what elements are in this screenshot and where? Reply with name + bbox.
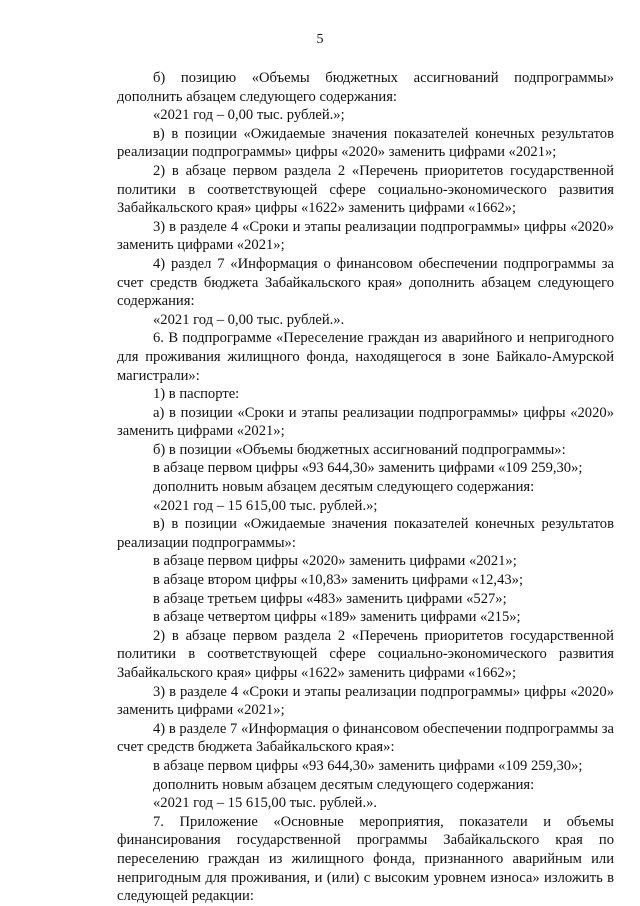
paragraph: б) позицию «Объемы бюджетных ассигнований подпрограммы» дополнить абзацем следующего содержания: [117, 70, 614, 105]
page-number: 5 [316, 32, 324, 47]
paragraph: 6. В подпрограмме «Переселение граждан из аварийного и непригодного для проживания жилищного фонда, находящегося в зоне Байкало-Амурской магистрали»: [117, 330, 614, 384]
paragraph: в абзаце первом цифры «2020» заменить цифрами «2021»; [153, 553, 517, 570]
paragraph: «2021 год – 0,00 тыс. рублей.»; [153, 107, 345, 124]
paragraph: а) в позиции «Сроки и этапы реализации подпрограммы» цифры «2020» заменить цифрами «2021»; [117, 404, 614, 440]
paragraph: в абзаце третьем цифры «483» заменить цифрами «527»; [153, 590, 507, 607]
paragraph: дополнить новым абзацем десятым следующего содержания: [153, 776, 535, 793]
paragraph: 3) в разделе 4 «Сроки и этапы реализации подпрограммы» цифры «2020» заменить цифрами «2021»; [117, 218, 614, 254]
paragraph: 4) в разделе 7 «Информация о финансовом обеспечении подпрограммы за счет средств бюджета Забайкальского края»: [117, 720, 614, 756]
paragraph: б) в позиции «Объемы бюджетных ассигнований подпрограммы»: [153, 441, 566, 458]
paragraph: «2021 год – 15 615,00 тыс. рублей.». [153, 795, 378, 812]
paragraph: дополнить новым абзацем десятым следующего содержания: [153, 479, 535, 496]
paragraph: 4) раздел 7 «Информация о финансовом обеспечении подпрограммы за счет средств бюджета Забайкальского края» дополнить абзацем следующего содержания: [117, 255, 614, 310]
paragraph: «2021 год – 0,00 тыс. рублей.». [153, 311, 345, 328]
document-body [117, 69, 614, 906]
paragraph: в абзаце четвертом цифры «189» заменить цифрами «215»; [153, 609, 521, 626]
paragraph: в) в позиции «Ожидаемые значения показателей конечных результатов реализации подпрограммы»: [117, 516, 614, 551]
paragraph: 2) в абзаце первом раздела 2 «Перечень приоритетов государственной политики в соответствующей сфере социально-экономического развития Забайкальского края» цифры «1622» заменить цифрами «1662»; [117, 162, 614, 217]
paragraph: 3) в разделе 4 «Сроки и этапы реализации подпрограммы» цифры «2020» заменить цифрами «2021»; [117, 683, 614, 719]
paragraph: «2021 год – 15 615,00 тыс. рублей.»; [153, 497, 378, 514]
paragraph: в абзаце втором цифры «10,83» заменить цифрами «12,43»; [153, 572, 524, 589]
paragraph: 7. Приложение «Основные мероприятия, показатели и объемы финансирования государственной программы Забайкальского края по переселению граждан из жилищного фонда, признанного аварийным или непригодным для проживания, и (или) с высоким уровнем износа» изложить в следующей редакции: [117, 813, 614, 905]
paragraph: в абзаце первом цифры «93 644,30» заменить цифрами «109 259,30»; [153, 757, 583, 774]
paragraph: 1) в паспорте: [153, 386, 240, 403]
paragraph: 2) в абзаце первом раздела 2 «Перечень приоритетов государственной политики в соответствующей сфере социально-экономического развития Забайкальского края» цифры «1622» заменить цифрами «1662»; [117, 627, 614, 681]
paragraph: в) в позиции «Ожидаемые значения показателей конечных результатов реализации подпрограммы» цифры «2020» заменить цифрами «2021»; [117, 125, 614, 161]
paragraph: в абзаце первом цифры «93 644,30» заменить цифрами «109 259,30»; [153, 460, 583, 477]
